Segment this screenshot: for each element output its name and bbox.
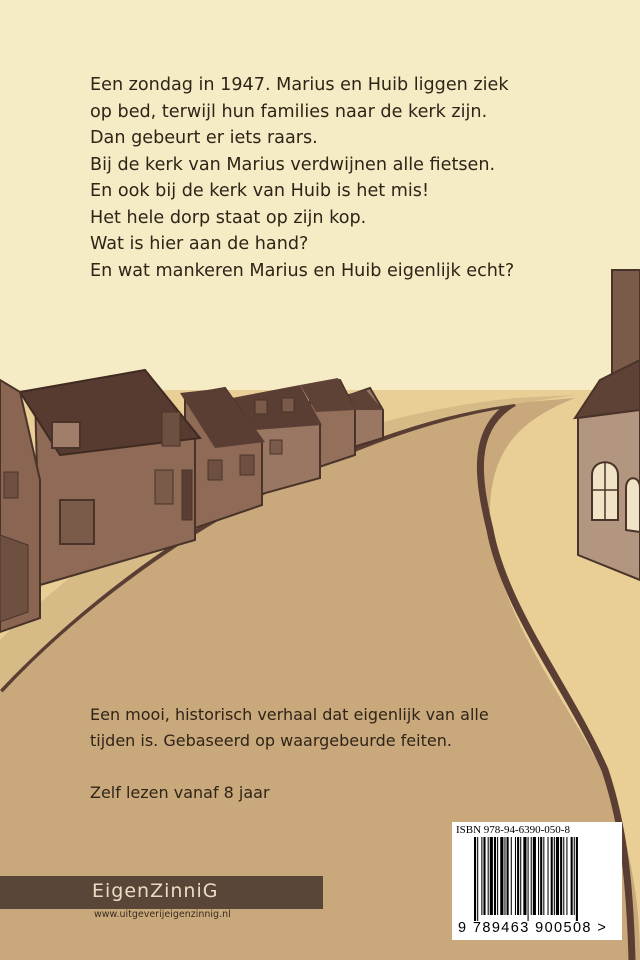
barcode-bar xyxy=(497,837,498,915)
barcode-bar xyxy=(523,837,526,915)
barcode-bar xyxy=(540,837,542,915)
barcode-bar xyxy=(528,837,529,921)
barcode-bar xyxy=(500,837,503,915)
barcode-bar xyxy=(571,837,573,915)
publisher-url: www.uitgeverijeigenzinnig.nl xyxy=(94,909,231,920)
barcode-bar xyxy=(551,837,553,915)
barcode-bar xyxy=(474,837,476,921)
barcode-bar xyxy=(533,837,536,915)
blurb-line: Wat is hier aan de hand? xyxy=(90,234,309,254)
barcode-bar xyxy=(511,837,512,915)
barcode-bar xyxy=(481,837,482,915)
publisher-logo: EigenZinniG xyxy=(92,880,219,902)
blurb-line: Het hele dorp staat op zijn kop. xyxy=(90,207,367,228)
barcode-bar xyxy=(515,837,516,915)
blurb-line: Dan gebeurt er iets raars. xyxy=(90,128,318,148)
blurb-line: En wat mankeren Marius en Huib eigenlijk echt? xyxy=(90,260,515,281)
barcode-bar xyxy=(494,837,496,915)
barcode-bar xyxy=(566,837,567,915)
publisher-bar xyxy=(0,876,323,909)
barcode-bar xyxy=(576,837,578,921)
age-recommendation: Zelf lezen vanaf 8 jaar xyxy=(90,783,270,802)
barcode-bar xyxy=(538,837,539,915)
barcode-bar xyxy=(548,837,549,915)
barcode-bar xyxy=(560,837,562,915)
barcode-bar xyxy=(483,837,485,915)
barcode-bar xyxy=(504,837,505,915)
barcode-bar xyxy=(554,837,555,915)
barcode-bar xyxy=(520,837,521,915)
barcode-bar xyxy=(531,837,532,915)
tagline-line: Een mooi, historisch verhaal dat eigenlijk van alle xyxy=(90,705,489,724)
barcode-bar xyxy=(563,837,564,915)
barcode-icon xyxy=(474,837,602,921)
blurb-line: op bed, terwijl hun families naar de kerk zijn. xyxy=(90,101,488,122)
isbn-barcode-box xyxy=(452,822,622,940)
barcode-bar xyxy=(490,837,493,915)
barcode-bar xyxy=(507,837,509,915)
barcode-bar xyxy=(477,837,478,921)
barcode-bar xyxy=(556,837,559,915)
blurb-line: Een zondag in 1947. Marius en Huib liggen ziek xyxy=(90,75,509,95)
blurb-text xyxy=(90,72,610,284)
blurb-line: Bij de kerk van Marius verdwijnen alle fietsen. xyxy=(90,154,496,175)
barcode-bar xyxy=(574,837,575,915)
tagline-line: tijden is. Gebaseerd op waargebeurde feiten. xyxy=(90,731,452,750)
barcode-bar xyxy=(517,837,519,915)
isbn-label: ISBN 978-94-6390-050-8 xyxy=(456,824,570,836)
barcode-bar xyxy=(543,837,544,915)
barcode-bar xyxy=(488,837,489,915)
blurb-line: En ook bij de kerk van Huib is het mis! xyxy=(90,181,430,201)
barcode-digits: 9 789463 900508 > xyxy=(458,920,608,936)
tagline-text xyxy=(90,702,570,754)
